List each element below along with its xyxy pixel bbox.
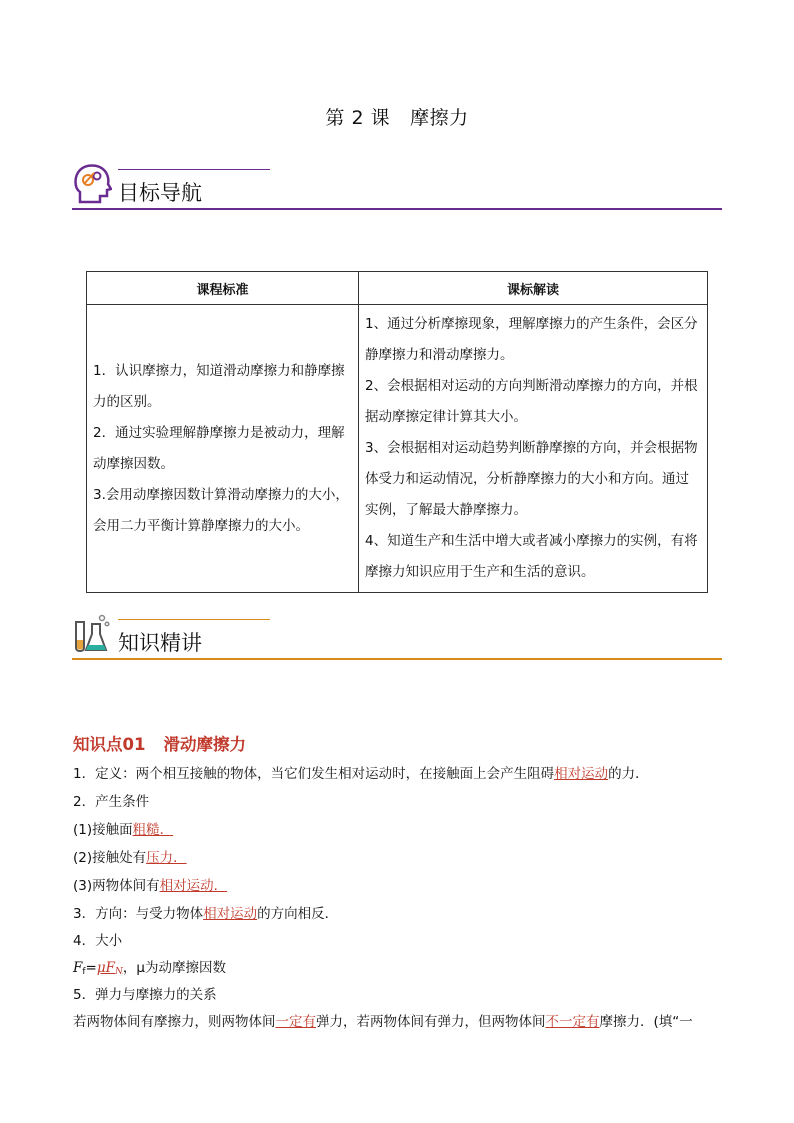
interpretation-item: 2、会根据相对运动的方向判断滑动摩擦力的方向，并根据动摩擦定律计算其大小。 — [365, 378, 698, 425]
relation-heading: 5．弹力与摩擦力的关系 — [73, 987, 217, 1003]
answer-blank — [97, 960, 123, 976]
lab-flask-icon — [72, 612, 112, 656]
table-header-standard: 课程标准 — [87, 272, 359, 305]
condition-2 — [73, 846, 187, 866]
page-title — [0, 103, 794, 130]
header-top-line — [118, 169, 270, 170]
header-top-line — [118, 619, 270, 620]
magnitude-heading: 4．大小 — [73, 933, 123, 949]
formula-subscript: f — [82, 967, 86, 977]
standard-item: 3.会用动摩擦因数计算滑动摩擦力的大小，会用二力平衡计算静摩擦力的大小。 — [93, 486, 349, 534]
section-label-goals: 目标导航 — [118, 181, 202, 205]
section-header-knowledge — [72, 612, 722, 664]
text: (3)两物体间有 — [73, 878, 160, 894]
lesson-topic: 摩擦力 — [410, 107, 469, 129]
section-header-goals — [72, 162, 722, 214]
formula-symbol: F — [73, 960, 83, 976]
text: 3．方向：与受力物体 — [73, 906, 204, 922]
table-header-interpretation: 课标解读 — [359, 272, 708, 305]
standard-cell — [87, 305, 359, 593]
header-underline — [72, 208, 722, 210]
formula-line — [73, 956, 226, 977]
answer-blank: 压力． — [146, 850, 187, 866]
text: 摩擦力．(填“一 — [599, 1014, 693, 1030]
answer-blank: 不一定有 — [545, 1014, 600, 1030]
standard-item: 2．通过实验理解静摩擦力是被动力，理解动摩擦因数。 — [93, 424, 345, 472]
interpretation-item: 1、通过分析摩擦现象，理解摩擦力的产生条件，会区分静摩擦力和滑动摩擦力。 — [365, 316, 698, 363]
text: 弹力，若两物体间有弹力，但两物体间 — [316, 1014, 546, 1030]
interpretation-cell — [359, 305, 708, 593]
section-label-knowledge: 知识精讲 — [118, 631, 202, 655]
text: 的力． — [608, 766, 649, 782]
answer-blank: 相对运动． — [159, 878, 228, 894]
knowledge-point-title — [73, 731, 246, 755]
condition-1 — [73, 818, 173, 838]
answer-blank: 相对运动 — [203, 906, 258, 922]
text: 1．定义：两个相互接触的物体，当它们发生相对运动时，在接触面上会产生阻碍 — [73, 766, 555, 782]
head-gears-icon — [72, 162, 112, 206]
conditions-heading: 2．产生条件 — [73, 794, 150, 810]
interpretation-item: 4、知道生产和生活中增大或者减小摩擦力的实例，有将摩擦力知识应用于生产和生活的意识。 — [365, 533, 698, 580]
direction-line — [73, 902, 338, 922]
interpretation-item: 3、会根据相对运动趋势判断静摩擦的方向，并会根据物体受力和运动情况，分析静摩擦力的大小和方向。通过实例，了解最大静摩擦力。 — [365, 440, 698, 518]
formula-equals: = — [85, 960, 97, 976]
standard-item: 1．认识摩擦力，知道滑动摩擦力和静摩擦力的区别。 — [93, 362, 345, 410]
header-underline — [72, 658, 722, 660]
answer-blank: 一定有 — [275, 1014, 316, 1030]
text: (2)接触处有 — [73, 850, 147, 866]
condition-3 — [73, 874, 227, 894]
curriculum-table — [86, 271, 708, 593]
text: μF — [96, 960, 115, 976]
text: N — [115, 967, 123, 977]
definition-line — [73, 762, 649, 782]
answer-blank: 粗糙． — [132, 822, 174, 838]
lesson-number: 第 2 课 — [325, 107, 391, 129]
text: 若两物体间有摩擦力，则两物体间 — [73, 1014, 276, 1030]
relation-line — [73, 1010, 693, 1030]
text: 的方向相反． — [257, 906, 339, 922]
text: (1)接触面 — [73, 822, 133, 838]
answer-blank: 相对运动 — [554, 766, 609, 782]
text: ，μ为动摩擦因数 — [122, 960, 226, 976]
knowledge-point-topic: 滑动摩擦力 — [163, 735, 246, 754]
knowledge-point-number: 知识点01 — [73, 735, 146, 754]
